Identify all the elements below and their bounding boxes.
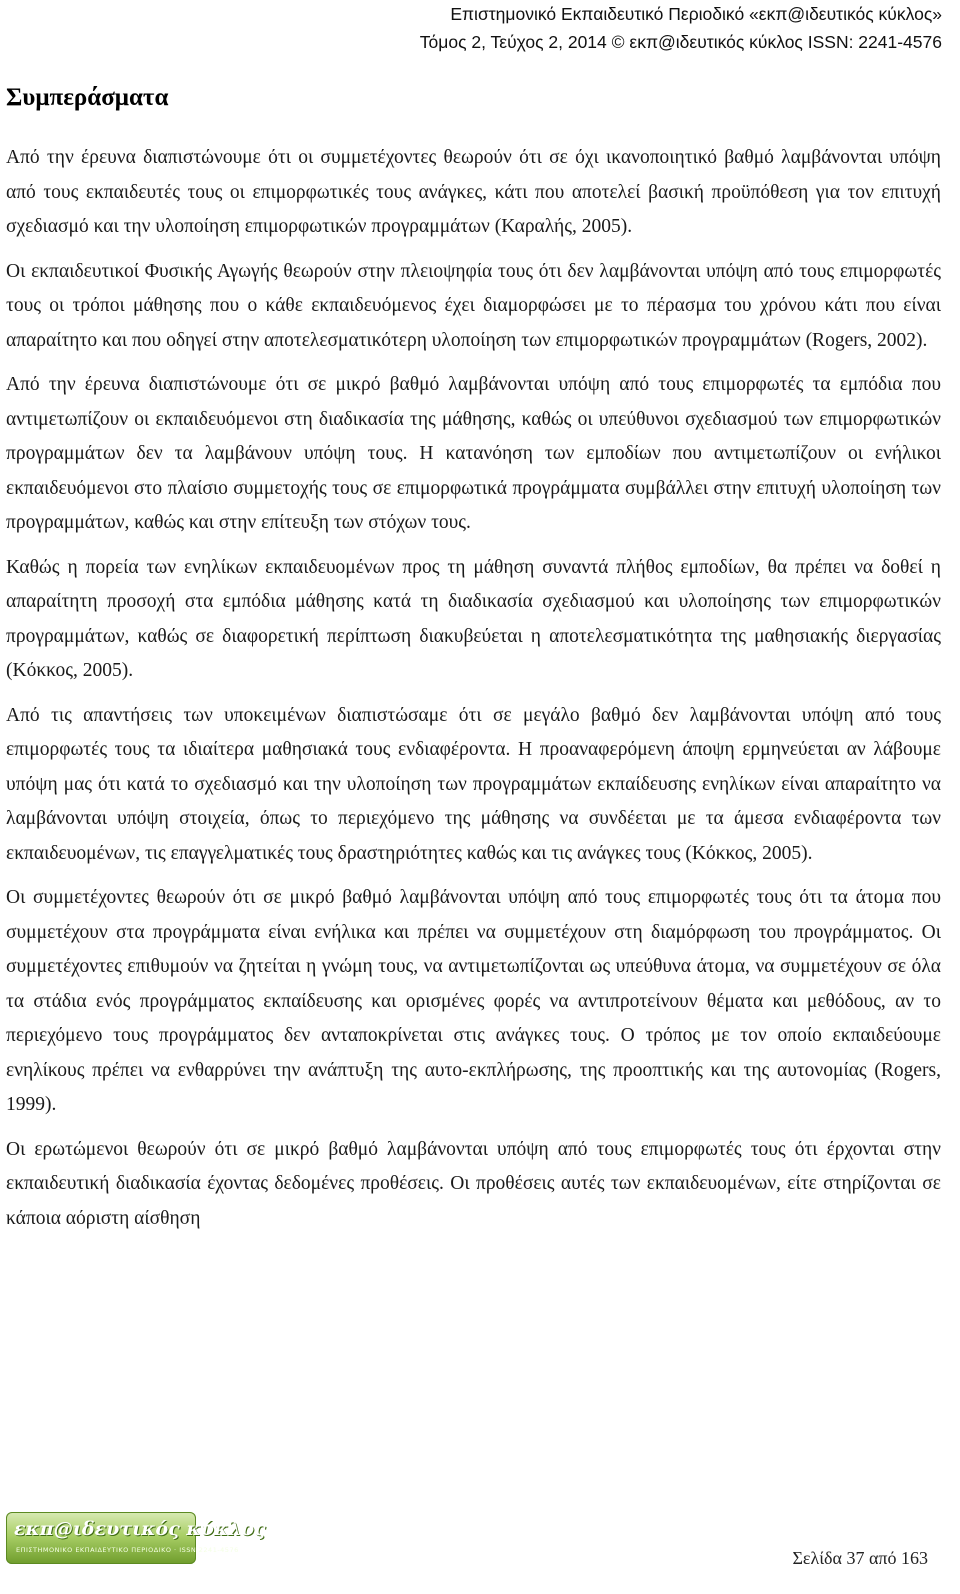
section-title: Συμπεράσματα [6, 84, 169, 111]
journal-logo [6, 1512, 266, 1564]
paragraph-3: Από την έρευνα διαπιστώνουμε ότι σε μικρό βαθμό λαμβάνονται υπόψη από τους επιμορφωτές τα εμπόδια που αντιμετωπίζουν οι εκπαιδευόμενοι στη διαδικασία της μάθησης, καθώς οι υπεύθυνοι σχεδιασμού των επιμορφωτικών προγραμμάτων δεν τα λαμβάνουν υπόψη τους. Η κατανόηση των εμποδίων που αντιμετωπίζουν οι ενήλικοι εκπαιδευόμενοι στο πλαίσιο συμμετοχής τους σε επιμορφωτικά προγράμματα συμβάλλει στην επιτυχή υλοποίηση των προγραμμάτων, καθώς και στην επίτευξη των στόχων τους. [6, 374, 941, 533]
paragraph-2: Οι εκπαιδευτικοί Φυσικής Αγωγής θεωρούν στην πλειοψηφία τους ότι δεν λαμβάνονται υπόψη από τους επιμορφωτές τους οι τρόποι μάθησης που ο κάθε εκπαιδευόμενος έχει διαμορφώσει με το πέρασμα του χρόνου κάτι που είναι απαραίτητο και που οδηγεί στην αποτελεσματικότερη υλοποίηση των επιμορφωτικών προγραμμάτων (Rogers, 2002). [6, 260, 941, 351]
paragraph-1: Από την έρευνα διαπιστώνουμε ότι οι συμμετέχοντες θεωρούν ότι σε όχι ικανοποιητικό βαθμό λαμβάνονται υπόψη από τους εκπαιδευτές τους οι επιμορφωτικές τους ανάγκες, κάτι που αποτελεί βασική προϋπόθεση για τον επιτυχή σχεδιασμό και την υλοποίηση επιμορφωτικών προγραμμάτων (Καραλής, 2005). [6, 147, 941, 237]
running-header [182, 0, 942, 56]
paragraph-5: Από τις απαντήσεις των υποκειμένων διαπιστώσαμε ότι σε μεγάλο βαθμό δεν λαμβάνονται υπόψη από τους επιμορφωτές τους τα ιδιαίτερα μαθησιακά τους ενδιαφέροντα. Η προαναφερόμενη άποψη ερμηνεύεται αν λάβουμε υπόψη μας ότι κατά το σχεδιασμό και την υλοποίηση των προγραμμάτων εκπαίδευσης ενηλίκων είναι απαραίτητο να λαμβάνονται υπόψη στοιχεία, όπως το περιεχόμενο της μάθησης να συνδέεται με τα άμεσα ενδιαφέροντα των εκπαιδευομένων, τις επαγγελματικές τους δραστηριότητες καθώς και τις ανάγκες τους (Κόκκος, 2005). [6, 704, 941, 864]
paragraph-4: Καθώς η πορεία των ενηλίκων εκπαιδευομένων προς τη μάθηση συναντά πλήθος εμποδίων, θα πρέπει να δοθεί η απαραίτητη προσοχή στα εμπόδια μάθησης κατά τη διαδικασία σχεδιασμού και υλοποίησης των επιμορφωτικών προγραμμάτων, καθώς σε διαφορετική περίπτωση διακυβεύεται η αποτελεσματικότητα της μαθησιακής διεργασίας (Κόκκος, 2005). [6, 556, 941, 681]
logo-subtext: ΕΠΙΣΤΗΜΟΝΙΚΟ ΕΚΠΑΙΔΕΥΤΙΚΟ ΠΕΡΙΟΔΙΚΟ · ISSN 2241-4576 [16, 1546, 239, 1554]
paragraph-7: Οι ερωτώμενοι θεωρούν ότι σε μικρό βαθμό λαμβάνονται υπόψη από τους επιμορφωτές τους ότι έρχονται στην εκπαιδευτική διαδικασία έχοντας δεδομένες προθέσεις. Οι προθέσεις αυτές των εκπαιδευομένων, είτε στηρίζονται σε κάποια αόριστη αίσθηση [6, 1138, 941, 1229]
journal-title-line: Επιστημονικό Εκπαιδευτικό Περιοδικό «εκπ@ιδευτικός κύκλος» [450, 4, 942, 24]
body-text [6, 141, 941, 1246]
page-number: Σελίδα 37 από 163 [792, 1548, 928, 1568]
paragraph-6: Οι συμμετέχοντες θεωρούν ότι σε μικρό βαθμό λαμβάνονται υπόψη από τους επιμορφωτές τους ότι τα άτομα που συμμετέχουν στα προγράμματα είναι ενήλικα και πρέπει να συμμετέχουν στη διαμόρφωση του προγράμματος. Οι συμμετέχοντες επιθυμούν να ζητείται η γνώμη τους, να αντιμετωπίζονται ως υπεύθυνα άτομα, να συμμετέχουν σε όλα τα στάδια ενός προγράμματος εκπαίδευσης και ορισμένες φορές να αντιπροτείνουν θέματα και μεθόδους, αν το περιεχόμενο τους προγράμματος δεν ανταποκρίνεται στις ανάγκες τους. Ο τρόπος με τον οποίο εκπαιδεύουμε ενηλίκους πρέπει να ενθαρρύνει την ανάπτυξη της αυτο-εκπλήρωσης, της προοπτικής και της αυτονομίας (Rogers, 1999). [6, 887, 941, 1115]
logo-text: εκπ@ιδευτικός κύκλος [14, 1518, 266, 1540]
journal-issue-line: Τόμος 2, Τεύχος 2, 2014 © εκπ@ιδευτικός κύκλος ISSN: 2241-4576 [419, 32, 942, 52]
